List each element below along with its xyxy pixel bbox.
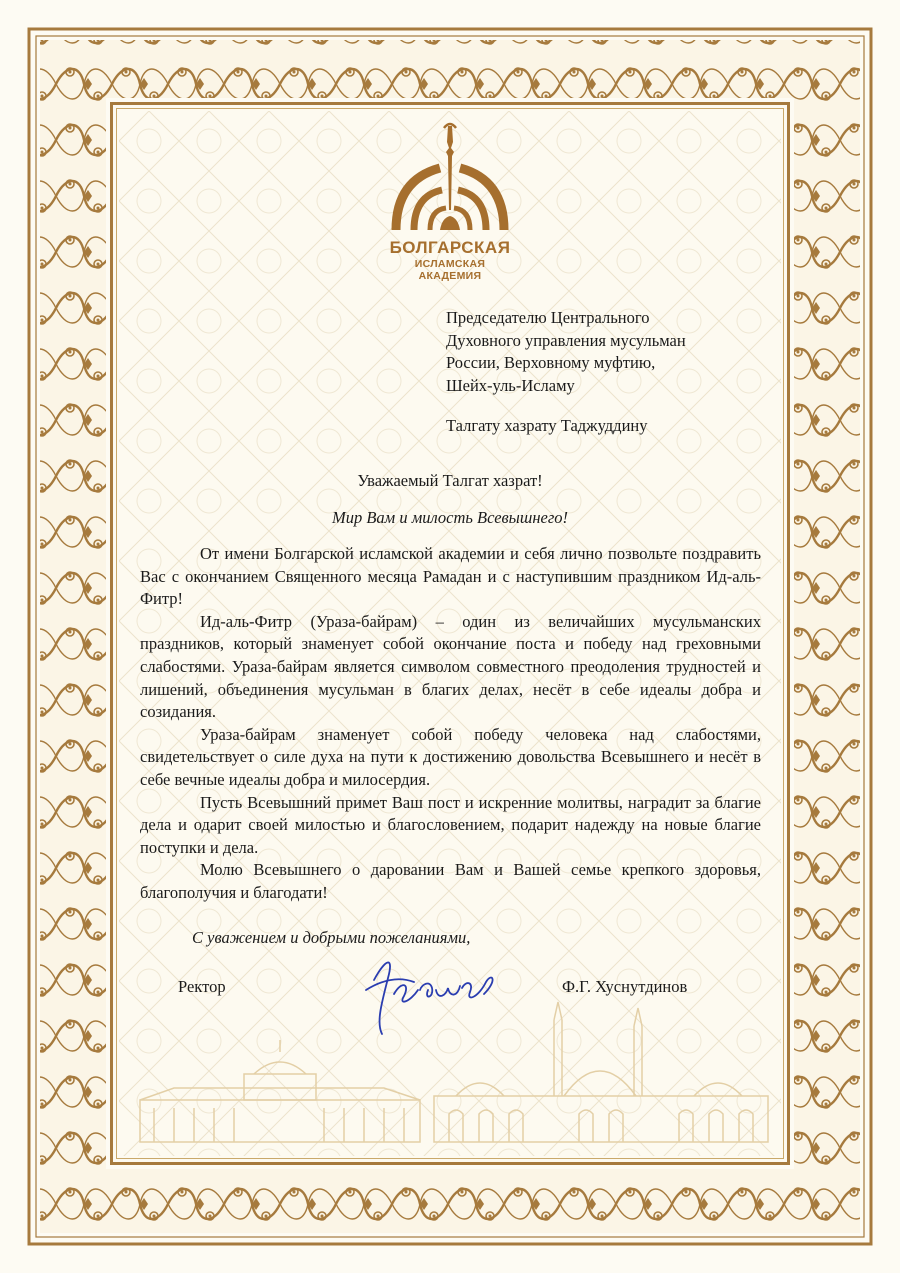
body-paragraph: Ид-аль-Фитр (Ураза-байрам) – один из величайших мусульманских праздников, который знаменует собой окончание поста и победу над греховными слабостями. Ураза-байрам является символом совместного преодоления трудностей и лишений, объединения мусульман в благих делах, несёт в себе идеалы добра и созидания. bbox=[140, 611, 761, 722]
greeting: Уважаемый Талгат хазрат! bbox=[357, 471, 543, 490]
addressee-line: Председателю Центрального bbox=[446, 308, 650, 327]
addressee-block bbox=[446, 307, 776, 397]
salam-line: Мир Вам и милость Всевышнего! bbox=[331, 508, 569, 527]
signer-name: Ф.Г. Хуснутдинов bbox=[562, 977, 688, 996]
body-paragraph: Пусть Всевышний примет Ваш пост и искренние молитвы, наградит за благие дела и одарит своей милостью и благословением, подарит надежду на новые благие поступки и дела. bbox=[140, 792, 761, 857]
body-paragraph: Ураза-байрам знаменует собой победу человека над слабостями, свидетельствует о силе духа на пути к достижению довольства Всевышнего и несёт в себе вечные идеалы добра и милосердия. bbox=[140, 724, 761, 789]
closing-line: С уважением и добрыми пожеланиями, bbox=[192, 928, 471, 947]
academy-logo bbox=[382, 118, 518, 282]
addressee-line: России, Верховному муфтию, bbox=[446, 353, 656, 373]
addressee-line: Духовного управления мусульман bbox=[446, 330, 686, 350]
logo-subtitle: ИСЛАМСКАЯ АКАДЕМИЯ bbox=[414, 258, 486, 282]
signer-position: Ректор bbox=[178, 977, 226, 996]
mosque-dome-logo-icon bbox=[382, 118, 518, 238]
addressee-name: Талгату хазрату Таджуддину bbox=[446, 416, 648, 435]
logo-title: БОЛГАРСКАЯ bbox=[389, 238, 511, 257]
addressee-line: Шейх-уль-Исламу bbox=[446, 375, 575, 395]
handwritten-signature bbox=[358, 950, 508, 1040]
body-paragraph: Молю Всевышнего о даровании Вам и Вашей семье крепкого здоровья, благополучия и благодати! bbox=[140, 860, 761, 902]
letter-body bbox=[140, 543, 761, 905]
body-paragraph: От имени Болгарской исламской академии и себя лично позвольте поздравить Вас с окончанием Священного месяца Рамадан и с наступившим праздником Ид-аль-Фитр! bbox=[140, 544, 761, 609]
